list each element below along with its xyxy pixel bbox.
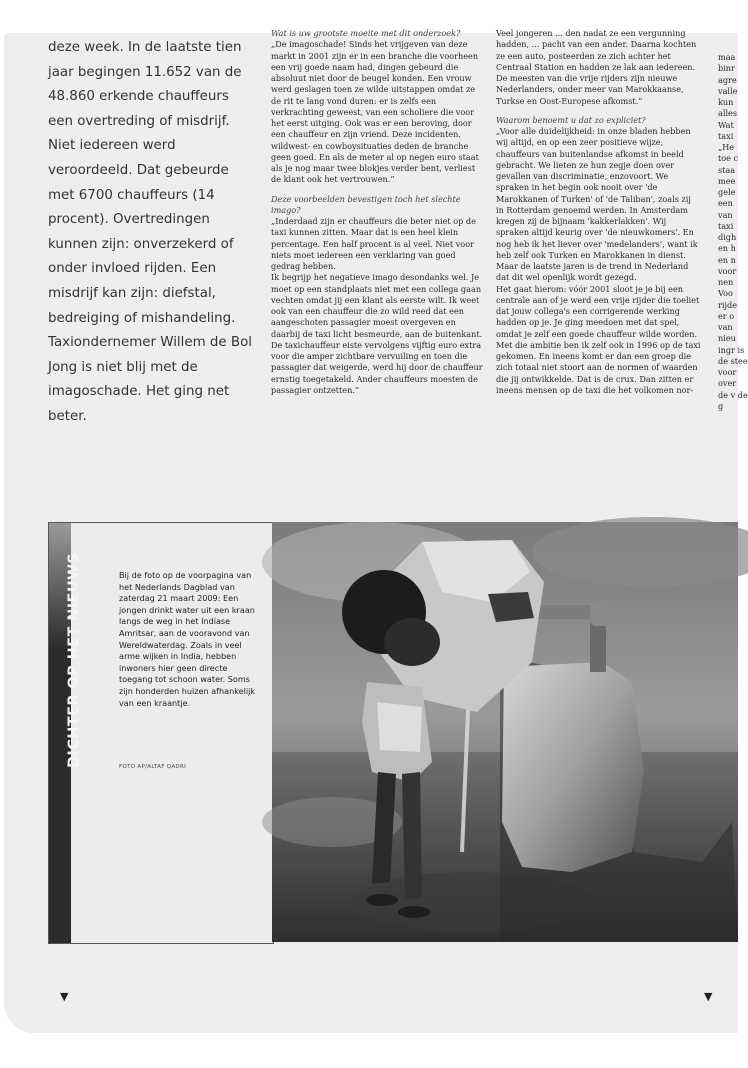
question-text: Wat is uw grootste moeite met dit onderzoek? [271,28,461,38]
cropped-column-text: maa binr agre valle kun alles Wat taxi „He toe c staa mee gele een van taxi digh en h en n voor nen Voo rijde er o van nieu ingr is de stee voor over de v de g [718,52,748,411]
answer-text: „De imagoschade! Sinds het vrijgeven van deze markt in 2001 zijn er in een branche die voorheen een vrij goede naam had, dingen gebeurd die absoluut niet door de beugel konden. Een vrouw werd geslagen toen ze wilde uitstappen omdat ze de rit te lang vond duren: er is zelfs een verkrachting geweest, van een scholiere die voor het eerst uitging. Ook was er een beroving, door een chauffeur en zijn vriend. Deze incidenten, wildwest- en cowboysituaties deden de branche geen goed. En als de meter al op negen euro staat als je nog maar twee blokjes verder bent, verliest de klant ook het vertrouwen.” [271,39,479,185]
answer-text: Ik begrijp het negatieve imago desondanks wel. Je moet op een standplaats niet met een collega gaan vechten omdat jij een klant als eerste wilt. Ik weet ook van een chauffeur die zo wild reed dat een aangeschoten passagier moest overgeven en daarbij de taxi licht besmeurde, aan de buitenkant. De taxichauffeur eiste vervolgens vijftig euro extra voor die amper zichtbare vervuiling en toen die passagier dat weigerde, werd hij door de chauffeur ernstig toegetakeld. Ander chauffeurs moesten de passagier ontzetten.” [271,272,483,395]
cropped-column-4 [718,52,748,412]
answer-text: „Voor alle duidelijkheid: in onze bladen hebben wij altijd, en op een zeer positieve wijze, chauffeurs van buitenlandse afkomst in beeld gebracht. We lieten ze hun zegje doen over gevallen van discriminatie, enzovoort. We spraken in het begin ook nooit over 'de Marokkanen of Turken' of 'de Taliban', zoals zij in Rotterdam genoemd werden. In Amsterdam kregen zij de bijnaam 'kakkerlakken'. Wij spraken altijd keurig over 'de nieuwkomers'. En nog heb ik het liever over 'medelanders', want ik heb zelf ook Turken en Marokkanen in dienst. Maar de laatste jaren is de trend in Nederland dat dit wel openlijk wordt gezegd. [496,126,698,283]
print-mark: ▼ [704,990,713,1003]
answer-text: „Inderdaad zijn er chauffeurs die beter niet op de taxi kunnen zitten. Maar dat is een heel klein percentage. Een half procent is al veel. Niet voor niets moet iedereen een verklaring van goed gedrag hebben. [271,216,476,271]
sidebar-title: DICHTER OP HET NIEUWS [66,552,82,768]
article-lead-paragraph: deze week. In de laatste tien jaar begingen 11.652 van de 48.860 erkende chauffeurs een overtreding of misdrijf. Niet iedereen werd veroordeeld. Dat gebeurde met 6700 chauffeurs (14 procent). Overtredingen kunnen zijn: onverzekerd of onder invloed rijden. Een misdrijf kan zijn: diefstal, bedreiging of mishandeling. Taxiondernemer Willem de Bol Jong is niet blij met de imagoschade. Het ging net beter. [48,40,253,424]
print-mark: ▼ [60,990,69,1003]
question-text: Waarom benoemt u dat zo expliciet? [496,114,646,125]
news-sidebar-box [48,522,274,944]
photo-credit: FOTO AP/ALTAF QADRI [119,764,187,770]
question-text: Deze voorbeelden bevestigen toch het slechte imago? [271,193,461,215]
interview-column-2 [271,28,485,396]
article-lead-column [48,36,258,430]
photo-caption: Bij de foto op de voorpagina van het Nederlands Dagblad van zaterdag 21 maart 2009: Een jongen drinkt water uit een kraan langs de weg in het Indiase Amritsar, aan de vooravond van Wereldwaterdag. Zoals in veel arme wijken in India, hebben inwoners hier geen directe toegang tot schoon water. Soms zijn honderden huizen afhankelijk van een kraantje. [119,570,256,708]
photo-boy-drinking-from-tap-icon [272,522,738,942]
answer-text: Veel jongeren ... den nadat ze een vergunning hadden, ... pacht van een ander. Daarna kochten ze een auto, posteerden ze zich achter het Centraal Station en hadden ze lak aan iedereen. De meesten van die vrije rijders zijn nieuwe Nederlanders, onder meer van Marokkaanse, Turkse en Oost-Europese afkomst.” [496,28,697,106]
answer-text: Het gaat hierom: vóór 2001 sloot je je bij een centrale aan of je werd een vrije rijder die toeliet dat jouw collega's een corrigerende werking hadden op je. Je ging meedoen met dat spel, omdat je zelf een goede chauffeur wilde worden. Met die ambitie ben ik zelf ook in 1996 op de taxi gekomen. En ineens komt er dan een groep die zich totaal niet stoort aan de normen of waarden die jij ontwikkelde. Dat is de crux. Dan zitten er ineens mensen op de taxi die het volkomen nor- [496,283,701,395]
interview-column-3 [496,28,701,396]
